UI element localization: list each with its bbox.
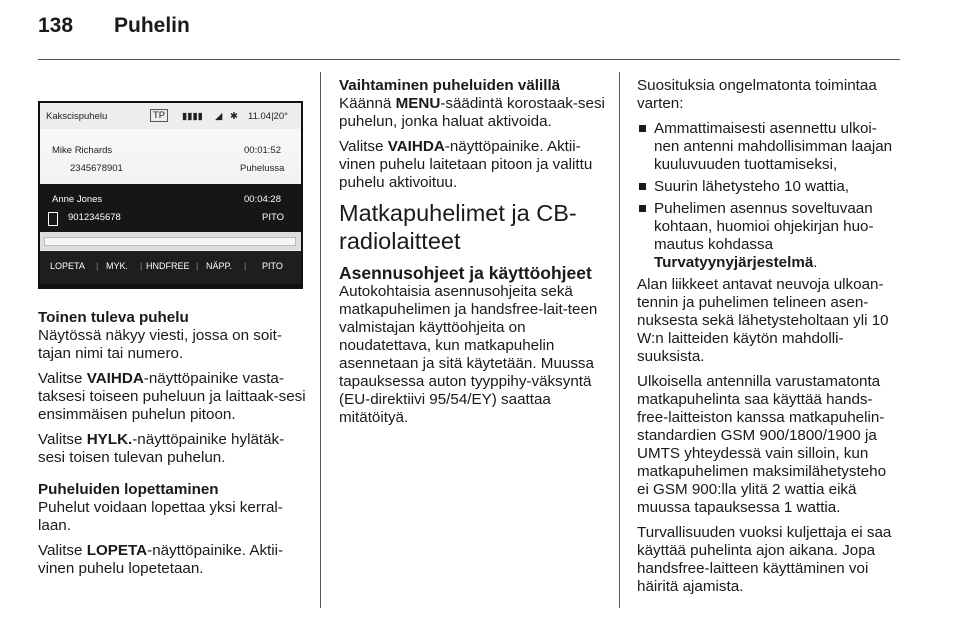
bullet-icon [639,125,646,132]
signal-icon: ◢ [215,111,223,122]
section-title: Matkapuhelimet ja CB-radiolaitteet [339,200,577,254]
paragraph: Valitse VAIHDA-näyttöpainike. Aktii-vinen puhelu laitetaan pitoon ja valittu puhelu aktivoituu. [339,138,593,191]
column-3 [637,77,900,603]
battery-icon: ▮▮▮▮ [182,111,203,122]
column-2 [339,77,611,434]
header-divider [38,59,900,60]
softkey-bar: LOPETA | MYK. | HNDFREE | NÄPP. | PITO [40,251,301,284]
display-title: Kakscispuhelu [46,111,108,122]
paragraph: Alan liikkeet antavat neuvoja ulkoan-tennin ja puhelimen telineen asen-nuksesta sekä lähetysteholtaan yli 10 W:n laitteiden käytön mahdolli-suuksista. [637,276,889,365]
paragraph: Puhelut voidaan lopettaa yksi kerral-laan. [38,499,283,534]
paragraph: Suosituksia ongelmatonta toimintaa varten: [637,77,877,112]
paragraph: Näytössä näkyy viesti, jossa on soit-tajan nimi tai numero. [38,327,282,362]
bluetooth-icon: ✱ [230,111,238,122]
scroll-bar [40,232,301,250]
column-1 [38,309,310,585]
call-entry-2[interactable] [40,184,301,232]
call-state: Puhelussa [240,163,285,174]
call-duration: 00:01:52 [244,145,281,156]
call-state: PITO [262,212,284,223]
subsection-title: Asennusohjeet ja käyttöohjeet [339,263,592,283]
clock-temp: 11.04|20° [248,111,288,122]
heading-second-call: Toinen tuleva puhelu [38,309,189,326]
phone-icon [48,212,58,226]
softkey-myk[interactable]: MYK. [106,261,129,271]
display-screenshot [38,101,303,289]
display-screen [40,103,301,284]
column-divider-1 [320,72,321,608]
list-item: Puhelimen asennus soveltuvaan kohtaan, huomioi ohjekirjan huo-mautus kohdassa Turvatyynyjärjestelmä. [637,200,900,272]
paragraph: Autokohtaisia asennusohjeita sekä matkapuhelimen ja handsfree-lait-teen valmistajan käyttöohjeita on noudatettava, kun matkapuhelin asennetaan ja sitä käytetään. Muussa tapauksessa auton tyyppihy-väksyntä (EU-direktiivi 95/54/EY) saattaa mitätöityä. [339,283,598,426]
column-divider-2 [619,72,620,608]
list-item: Ammattimaisesti asennettu ulkoi-nen antenni mahdollisimman laajan kuuluvuuden tuottamiseksi, [637,120,900,174]
paragraph: Käännä MENU-säädintä korostaak-sesi puhelun, jonka haluat aktivoida. [339,95,605,130]
softkey-napp[interactable]: NÄPP. [206,261,232,271]
recommendation-list [637,120,900,272]
display-status-bar [40,103,301,129]
call-duration: 00:04:28 [244,194,281,205]
cross-reference-link[interactable]: Turvatyynyjärjestelmä [654,254,814,271]
tp-indicator: TP [150,109,168,122]
caller-number: 9012345678 [68,212,121,223]
paragraph: Valitse LOPETA-näyttöpainike. Aktii-vinen puhelu lopetetaan. [38,542,284,577]
bullet-icon [639,205,646,212]
paragraph: Valitse VAIHDA-näyttöpainike vasta-taksesi toiseen puheluun ja laittaak-sesi ensimmäisen puhelun pitoon. [38,370,306,423]
paragraph: Valitse HYLK.-näyttöpainike hylätäk-sesi toisen tulevan puhelun. [38,431,285,466]
softkey-lopeta[interactable]: LOPETA [50,261,85,271]
bullet-icon [639,183,646,190]
paragraph: Turvallisuuden vuoksi kuljettaja ei saa käyttää puhelinta ajon aikana. Jopa handsfree-laitteen käyttäminen voi häiritä ajamista. [637,524,892,595]
page-title: Puhelin [114,14,190,37]
heading-end-calls: Puheluiden lopettaminen [38,481,219,498]
caller-number: 2345678901 [70,163,123,174]
page-number: 138 [38,14,74,37]
paragraph: Ulkoisella antennilla varustamatonta matkapuhelinta saa käyttää hands-free-laitteiston kanssa matkapuhelin-standardien GSM 900/1800/1900 ja UMTS yhteydessä vain silloin, kun matkapuhelimen maksimilähetysteho ei GSM 900:lla ylitä 2 wattia eikä muussa tapauksessa 1 wattia. [637,373,887,516]
softkey-hndfree[interactable]: HNDFREE [146,261,190,271]
caller-name: Mike Richards [52,145,113,156]
list-item: Suurin lähetysteho 10 wattia, [637,178,900,196]
heading-switch-calls: Vaihtaminen puheluiden välillä [339,77,561,94]
caller-name: Anne Jones [52,194,103,205]
softkey-pito[interactable]: PITO [262,261,283,271]
